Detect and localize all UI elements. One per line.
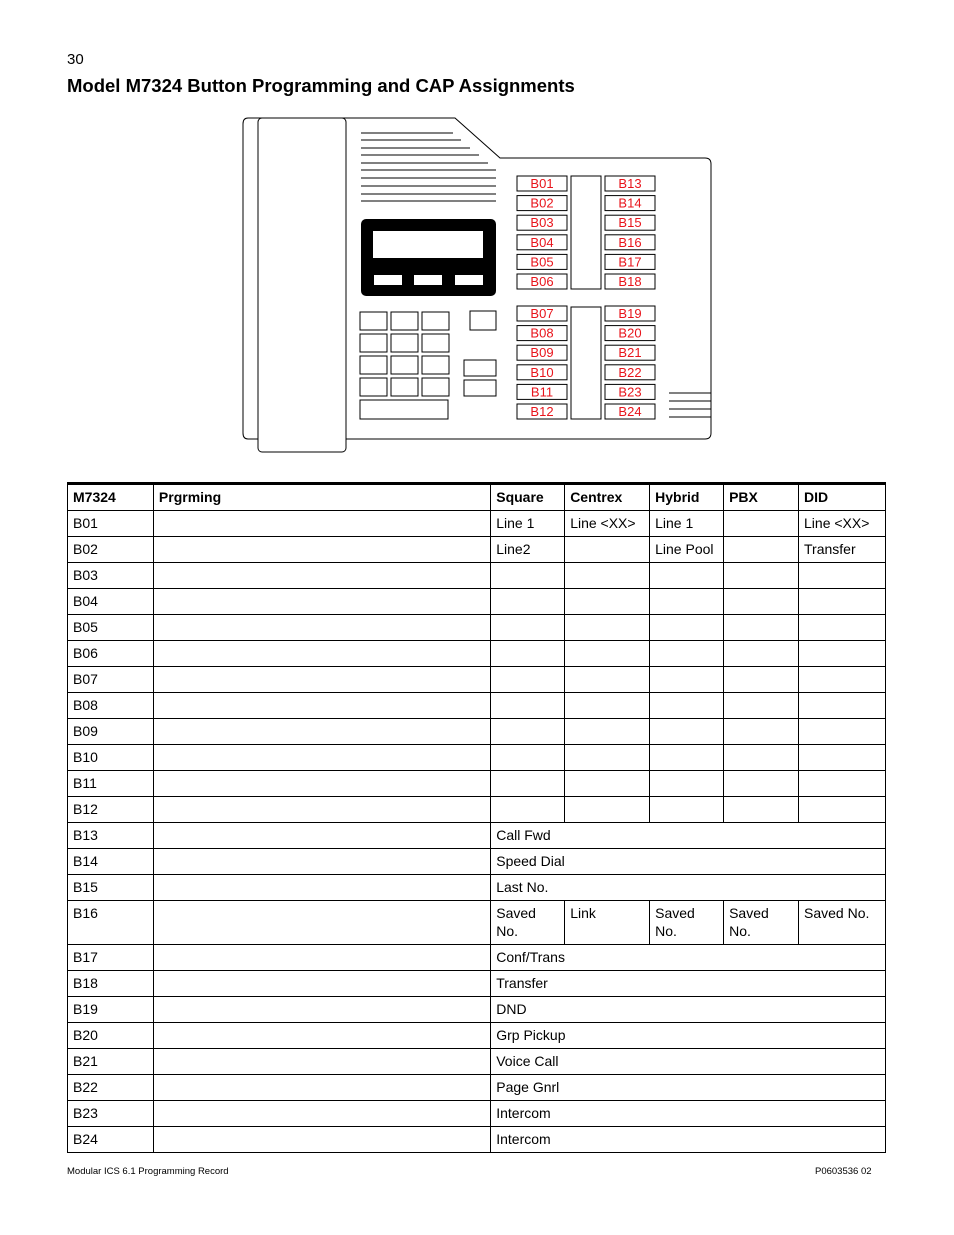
assignment-cell bbox=[650, 615, 724, 641]
programming-entry-cell bbox=[153, 849, 490, 875]
button-label-b02: B02 bbox=[530, 195, 554, 211]
assignment-cell bbox=[565, 589, 650, 615]
assignment-cell bbox=[724, 641, 799, 667]
button-label-b10: B10 bbox=[530, 364, 554, 380]
button-label-b05: B05 bbox=[530, 254, 554, 270]
button-label-b06: B06 bbox=[530, 274, 554, 289]
button-id-cell: B08 bbox=[68, 693, 154, 719]
handset bbox=[258, 118, 346, 452]
button-id-cell: B12 bbox=[68, 797, 154, 823]
assignment-cell bbox=[565, 797, 650, 823]
assignment-cell bbox=[491, 719, 565, 745]
assignment-cell bbox=[491, 563, 565, 589]
assignment-cell bbox=[650, 797, 724, 823]
display-unit bbox=[361, 219, 496, 296]
assignment-cell: Call Fwd bbox=[491, 823, 886, 849]
button-label-b04: B04 bbox=[530, 234, 554, 250]
programming-entry-cell bbox=[153, 563, 490, 589]
display-key-2 bbox=[414, 275, 442, 285]
programming-entry-cell bbox=[153, 719, 490, 745]
button-id-cell: B06 bbox=[68, 641, 154, 667]
programming-entry-cell bbox=[153, 745, 490, 771]
assignment-cell bbox=[799, 771, 886, 797]
column-header: Square bbox=[491, 484, 565, 511]
assignment-cell bbox=[491, 589, 565, 615]
programming-entry-cell bbox=[153, 771, 490, 797]
release-key bbox=[464, 360, 496, 376]
button-label-b07: B07 bbox=[530, 306, 554, 321]
assignment-cell: Saved No. bbox=[724, 901, 799, 945]
assignment-cell bbox=[724, 719, 799, 745]
assignment-cell bbox=[724, 537, 799, 563]
table-row bbox=[68, 971, 886, 997]
assignment-cell: Last No. bbox=[491, 875, 886, 901]
programming-entry-cell bbox=[153, 1127, 490, 1153]
assignment-cell bbox=[650, 589, 724, 615]
table-row bbox=[68, 511, 886, 537]
button-id-cell: B04 bbox=[68, 589, 154, 615]
programming-entry-cell bbox=[153, 693, 490, 719]
table-row bbox=[68, 797, 886, 823]
table-row bbox=[68, 1023, 886, 1049]
assignment-cell: DND bbox=[491, 997, 886, 1023]
table-row bbox=[68, 849, 886, 875]
assignment-cell: Saved No. bbox=[491, 901, 565, 945]
assignment-cell: Intercom bbox=[491, 1101, 886, 1127]
button-id-cell: B10 bbox=[68, 745, 154, 771]
assignment-cell bbox=[565, 719, 650, 745]
table-row bbox=[68, 615, 886, 641]
table-row bbox=[68, 771, 886, 797]
assignment-cell bbox=[799, 719, 886, 745]
assignment-cell: Transfer bbox=[491, 971, 886, 997]
button-label-b22: B22 bbox=[618, 364, 642, 380]
table-row bbox=[68, 745, 886, 771]
programming-entry-cell bbox=[153, 1049, 490, 1075]
assignment-cell bbox=[491, 745, 565, 771]
column-header: Prgrming bbox=[153, 484, 490, 511]
assignment-cell: Voice Call bbox=[491, 1049, 886, 1075]
table-row bbox=[68, 1127, 886, 1153]
assignment-cell bbox=[491, 667, 565, 693]
assignment-cell: Speed Dial bbox=[491, 849, 886, 875]
button-strip-bottom-left bbox=[571, 307, 601, 419]
button-id-cell: B19 bbox=[68, 997, 154, 1023]
programming-entry-cell bbox=[153, 797, 490, 823]
button-label-b24: B24 bbox=[618, 404, 642, 419]
assignment-cell bbox=[650, 693, 724, 719]
button-id-cell: B18 bbox=[68, 971, 154, 997]
assignment-cell: Link bbox=[565, 901, 650, 945]
button-id-cell: B03 bbox=[68, 563, 154, 589]
table-row bbox=[68, 641, 886, 667]
assignment-cell bbox=[650, 563, 724, 589]
button-label-b23: B23 bbox=[618, 384, 642, 400]
button-label-b16: B16 bbox=[618, 234, 642, 250]
button-label-b13: B13 bbox=[618, 176, 642, 191]
table-header-row bbox=[68, 484, 886, 511]
assignment-cell bbox=[799, 563, 886, 589]
assignment-cell bbox=[650, 667, 724, 693]
assignment-cell bbox=[724, 615, 799, 641]
assignment-cell bbox=[799, 797, 886, 823]
assignment-cell bbox=[650, 641, 724, 667]
button-label-b21: B21 bbox=[618, 345, 642, 361]
column-header: M7324 bbox=[68, 484, 154, 511]
button-id-cell: B05 bbox=[68, 615, 154, 641]
page-title: Model M7324 Button Programming and CAP Assignments bbox=[67, 75, 575, 96]
button-id-cell: B21 bbox=[68, 1049, 154, 1075]
assignment-cell: Saved No. bbox=[650, 901, 724, 945]
programming-entry-cell bbox=[153, 971, 490, 997]
table-row bbox=[68, 1101, 886, 1127]
assignment-cell bbox=[491, 693, 565, 719]
programming-table bbox=[67, 482, 886, 1153]
button-id-cell: B11 bbox=[68, 771, 154, 797]
assignment-cell bbox=[491, 641, 565, 667]
assignment-cell bbox=[565, 667, 650, 693]
dial-pad bbox=[360, 176, 601, 419]
assignment-cell: Intercom bbox=[491, 1127, 886, 1153]
button-label-b01: B01 bbox=[530, 176, 554, 191]
button-labels-right bbox=[605, 176, 655, 419]
button-label-b11: B11 bbox=[530, 384, 554, 400]
assignment-cell bbox=[724, 771, 799, 797]
assignment-cell bbox=[565, 771, 650, 797]
assignment-cell: Line 1 bbox=[491, 511, 565, 537]
button-id-cell: B02 bbox=[68, 537, 154, 563]
programming-entry-cell bbox=[153, 537, 490, 563]
button-id-cell: B24 bbox=[68, 1127, 154, 1153]
button-label-b19: B19 bbox=[618, 306, 642, 321]
button-id-cell: B14 bbox=[68, 849, 154, 875]
assignment-cell bbox=[565, 563, 650, 589]
table-row bbox=[68, 901, 886, 945]
button-label-b09: B09 bbox=[530, 345, 554, 361]
display-key-1 bbox=[374, 275, 402, 285]
assignment-cell: Line 1 bbox=[650, 511, 724, 537]
column-header: Centrex bbox=[565, 484, 650, 511]
button-id-cell: B07 bbox=[68, 667, 154, 693]
footer-part-number: P0603536 02 bbox=[815, 1166, 872, 1177]
table-row bbox=[68, 997, 886, 1023]
assignment-cell: Saved No. bbox=[799, 901, 886, 945]
assignment-cell: Line2 bbox=[491, 537, 565, 563]
speaker-grille-lines bbox=[669, 393, 711, 417]
assignment-cell bbox=[650, 771, 724, 797]
assignment-cell bbox=[799, 641, 886, 667]
phone-diagram bbox=[240, 114, 715, 456]
assignment-cell bbox=[724, 511, 799, 537]
assignment-cell bbox=[565, 615, 650, 641]
button-id-cell: B01 bbox=[68, 511, 154, 537]
assignment-cell bbox=[565, 537, 650, 563]
assignment-cell bbox=[724, 589, 799, 615]
programming-entry-cell bbox=[153, 667, 490, 693]
programming-entry-cell bbox=[153, 589, 490, 615]
button-strip-top-left bbox=[571, 176, 601, 289]
button-id-cell: B22 bbox=[68, 1075, 154, 1101]
programming-entry-cell bbox=[153, 1075, 490, 1101]
assignment-cell bbox=[724, 797, 799, 823]
button-id-cell: B23 bbox=[68, 1101, 154, 1127]
programming-entry-cell bbox=[153, 615, 490, 641]
assignment-cell bbox=[650, 745, 724, 771]
assignment-cell bbox=[565, 745, 650, 771]
programming-entry-cell bbox=[153, 641, 490, 667]
footer-document-title: Modular ICS 6.1 Programming Record bbox=[67, 1166, 229, 1177]
button-label-b14: B14 bbox=[618, 195, 642, 211]
button-id-cell: B20 bbox=[68, 1023, 154, 1049]
table-row bbox=[68, 875, 886, 901]
button-label-b15: B15 bbox=[618, 215, 642, 231]
hold-key bbox=[470, 311, 496, 330]
table-row bbox=[68, 1049, 886, 1075]
assignment-cell: Conf/Trans bbox=[491, 945, 886, 971]
assignment-cell: Line Pool bbox=[650, 537, 724, 563]
table-row bbox=[68, 563, 886, 589]
assignment-cell bbox=[724, 745, 799, 771]
wide-key bbox=[360, 400, 448, 419]
programming-entry-cell bbox=[153, 1101, 490, 1127]
assignment-cell bbox=[799, 745, 886, 771]
assignment-cell bbox=[799, 615, 886, 641]
assignment-cell bbox=[724, 563, 799, 589]
assignment-cell: Transfer bbox=[799, 537, 886, 563]
table-row bbox=[68, 823, 886, 849]
column-header: DID bbox=[799, 484, 886, 511]
assignment-cell bbox=[565, 693, 650, 719]
table-row bbox=[68, 537, 886, 563]
button-label-b20: B20 bbox=[618, 325, 642, 341]
button-id-cell: B16 bbox=[68, 901, 154, 945]
programming-entry-cell bbox=[153, 823, 490, 849]
programming-entry-cell bbox=[153, 1023, 490, 1049]
lcd-screen bbox=[373, 231, 483, 258]
assignment-cell: Page Gnrl bbox=[491, 1075, 886, 1101]
assignment-cell bbox=[491, 615, 565, 641]
table-row bbox=[68, 945, 886, 971]
button-id-cell: B13 bbox=[68, 823, 154, 849]
table-row bbox=[68, 693, 886, 719]
assignment-cell bbox=[724, 693, 799, 719]
table-row bbox=[68, 589, 886, 615]
column-header: PBX bbox=[724, 484, 799, 511]
button-id-cell: B09 bbox=[68, 719, 154, 745]
button-id-cell: B17 bbox=[68, 945, 154, 971]
button-label-b12: B12 bbox=[530, 404, 554, 419]
assignment-cell bbox=[491, 797, 565, 823]
display-key-3 bbox=[455, 275, 483, 285]
programming-entry-cell bbox=[153, 945, 490, 971]
button-label-b03: B03 bbox=[530, 215, 554, 231]
column-header: Hybrid bbox=[650, 484, 724, 511]
assignment-cell bbox=[799, 589, 886, 615]
assignment-cell bbox=[799, 693, 886, 719]
table-row bbox=[68, 719, 886, 745]
programming-entry-cell bbox=[153, 511, 490, 537]
handsfree-key bbox=[464, 380, 496, 396]
button-label-b18: B18 bbox=[618, 274, 642, 289]
table-row bbox=[68, 667, 886, 693]
assignment-cell bbox=[650, 719, 724, 745]
table-row bbox=[68, 1075, 886, 1101]
button-id-cell: B15 bbox=[68, 875, 154, 901]
assignment-cell bbox=[799, 667, 886, 693]
assignment-cell bbox=[491, 771, 565, 797]
programming-entry-cell bbox=[153, 875, 490, 901]
assignment-cell bbox=[565, 641, 650, 667]
assignment-cell: Line <XX> bbox=[799, 511, 886, 537]
assignment-cell bbox=[724, 667, 799, 693]
programming-entry-cell bbox=[153, 997, 490, 1023]
directory-lines bbox=[361, 133, 496, 201]
assignment-cell: Grp Pickup bbox=[491, 1023, 886, 1049]
page-number: 30 bbox=[67, 51, 84, 68]
button-label-b08: B08 bbox=[530, 325, 554, 341]
button-label-b17: B17 bbox=[618, 254, 642, 270]
button-labels-left bbox=[517, 176, 567, 419]
assignment-cell: Line <XX> bbox=[565, 511, 650, 537]
programming-entry-cell bbox=[153, 901, 490, 945]
